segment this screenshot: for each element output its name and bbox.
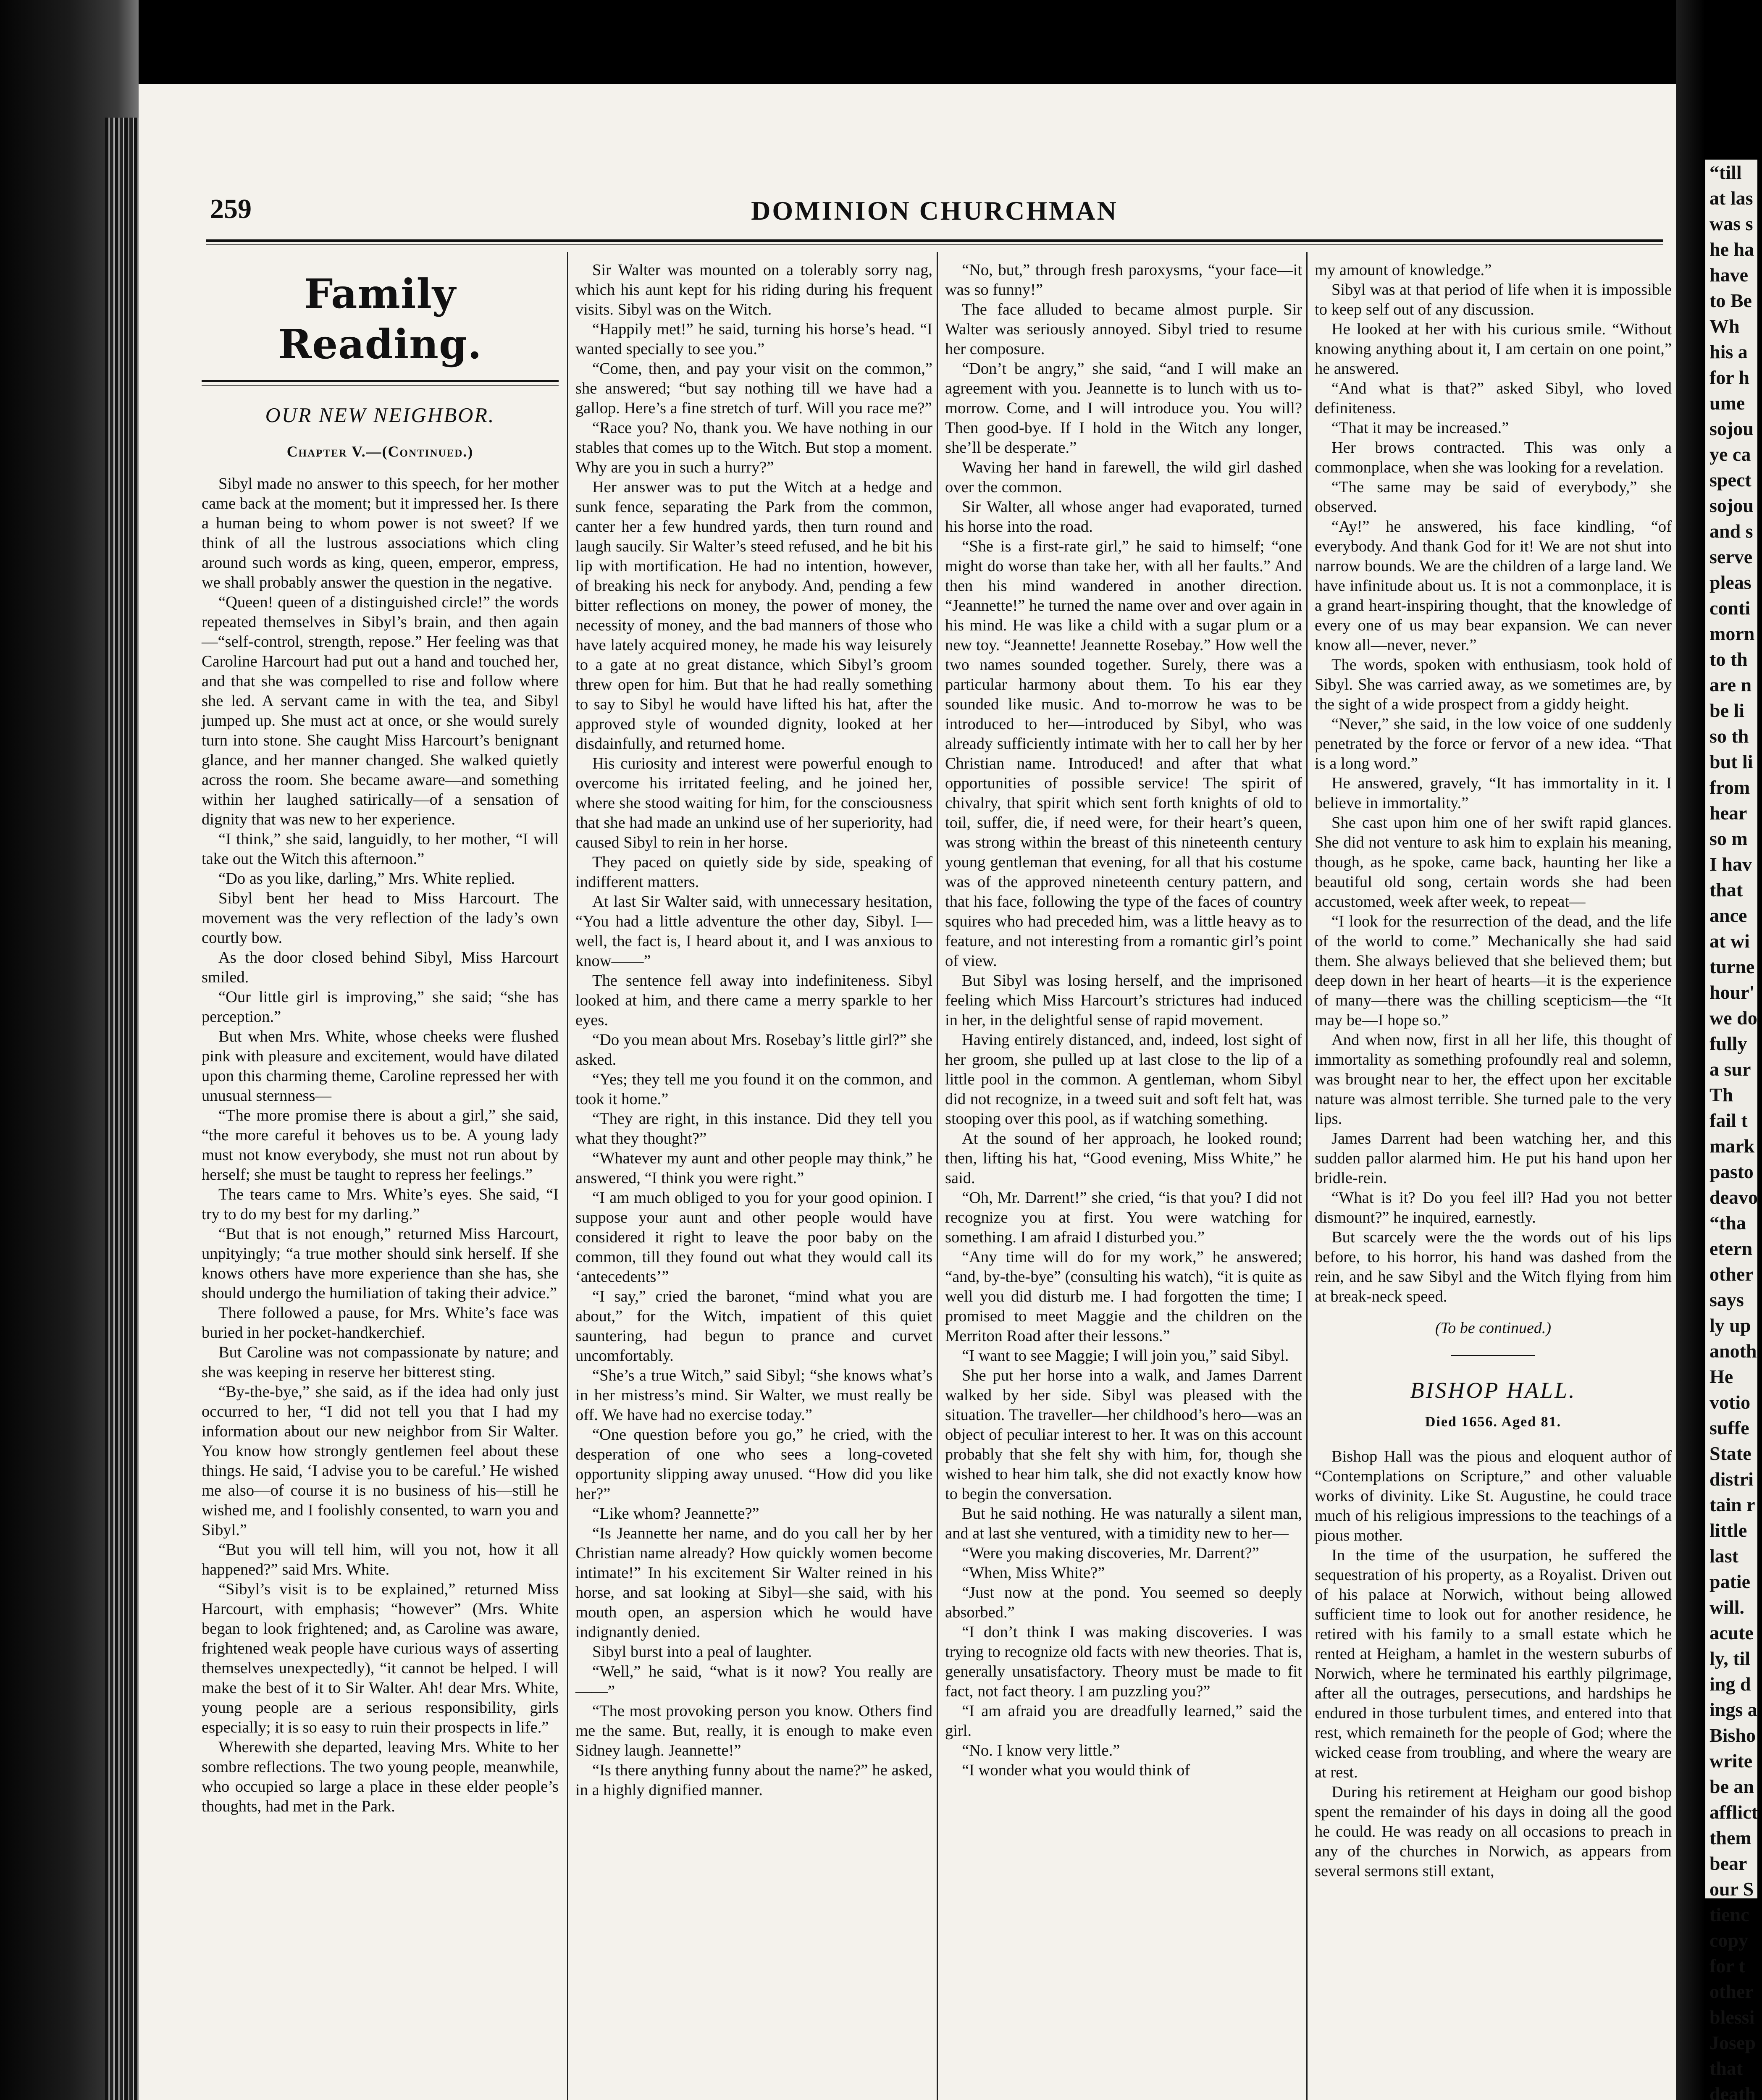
adjacent-text-fragment: ly up: [1709, 1315, 1751, 1336]
article-separator: [1451, 1355, 1535, 1356]
story-paragraph: “Our little girl is improving,” she said; “she has perception.”: [202, 988, 559, 1026]
story-paragraph: The face alluded to became almost purple. Sir Walter was seriously annoyed. Sibyl tried to resume her composure.: [945, 301, 1302, 358]
journal-title: DOMINION CHURCHMAN: [751, 196, 1118, 226]
header-rule-thin: [206, 244, 1663, 245]
story-paragraph: Sibyl was at that period of life when it is impossible to keep self out of any discussion.: [1315, 281, 1672, 318]
story-paragraph: The words, spoken with enthusiasm, took hold of Sibyl. She was carried away, as we sometimes are, by the sight of a wide prospect from a giddy height.: [1315, 656, 1672, 713]
story-paragraph: There followed a pause, for Mrs. White’s face was buried in her pocket-handkerchief.: [202, 1304, 559, 1341]
story-paragraph: “Sibyl’s visit is to be explained,” returned Miss Harcourt, with emphasis; “however” (Mrs. White began to look frightened; and, as Caroline was aware, frightened weak people have curious ways of asserting themselves unexpectedly), “it cannot be helped. I will make the best of it to Sir Walter. Ah! dear Mrs. White, young people are a serious responsibility, girls especially; it is so easy to ruin their prospects in life.”: [202, 1580, 559, 1736]
adjacent-text-fragment: spect: [1709, 469, 1751, 491]
story-paragraph: But Caroline was not compassionate by nature; and she was keeping in reserve her bitterest sting.: [202, 1344, 559, 1381]
adjacent-text-fragment: tienc: [1709, 1904, 1749, 1925]
adjacent-text-fragment: serve: [1709, 546, 1753, 567]
story-paragraph: Sibyl burst into a peal of laughter.: [592, 1643, 812, 1661]
adjacent-text-fragment: be li: [1709, 700, 1745, 721]
adjacent-text-fragment: Bisho: [1709, 1725, 1756, 1746]
adjacent-text-fragment: death: [1709, 2083, 1756, 2100]
story-paragraph: “The most provoking person you know. Others find me the same. But, really, it is enough to make even Sidney laugh. Jeannette!”: [575, 1702, 932, 1759]
adjacent-text-fragment: have: [1709, 264, 1748, 286]
adjacent-text-fragment: that: [1709, 879, 1743, 900]
adjacent-text-fragment: I hav: [1709, 853, 1752, 875]
story-paragraph: At the sound of her approach, he looked round; then, lifting his hat, “Good evening, Miss White,” he said.: [945, 1130, 1302, 1187]
adjacent-text-fragment: anoth: [1709, 1340, 1757, 1362]
story-paragraph: As the door closed behind Sibyl, Miss Harcourt smiled.: [202, 949, 559, 986]
adjacent-text-fragment: at las: [1709, 187, 1753, 209]
story-column-3: [945, 260, 1302, 1780]
bio-title: BISHOP HALL.: [1410, 1378, 1576, 1403]
adjacent-text-fragment: but li: [1709, 751, 1753, 772]
adjacent-text-fragment: other: [1709, 1981, 1754, 2002]
story-paragraph: She put her horse into a walk, and James Darrent walked by her side. Sibyl was pleased with the situation. The traveller—her childhood’s hero—was an object of peculiar interest to her. It was on this account probably that she felt shy with him, for, though she wished to hear him talk, she did not exactly know how to begin the conversation.: [945, 1367, 1302, 1503]
story-paragraph: “I say,” cried the baronet, “mind what you are about,” for the Witch, impatient of this quiet sauntering, had begun to prance and curvet uncomfortably.: [575, 1288, 932, 1365]
story-paragraph: “Come, then, and pay your visit on the common,” she answered; “but say nothing till we have had a gallop. Here’s a fine stretch of turf. Will you race me?”: [575, 360, 932, 417]
story-paragraph: “No, but,” through fresh paroxysms, “your face—it was so funny!”: [945, 261, 1302, 299]
adjacent-text-fragment: afflict: [1709, 1801, 1758, 1823]
story-paragraph: “I don’t think I was making discoveries. I was trying to recognize old facts with new theories. That is, generally unsatisfactory. Theory must be made to fit fact, not fact theory. I am puzzling you?”: [945, 1623, 1302, 1700]
story-paragraph: “I wonder what you would think of: [962, 1761, 1190, 1779]
story-paragraph: Sibyl made no answer to this speech, for her mother came back at the moment; but it impressed her. Is there a human being to whom power is not sweet? If we think of all the lustrous associations which cling around such words as king, queen, emperor, empress, we shall probably answer the question in the negative.: [202, 475, 559, 591]
adjacent-text-fragment: copy: [1709, 1929, 1748, 1951]
story-paragraph: At last Sir Walter said, with unnecessary hesitation, “You had a little adventure the other day, Sibyl. I—well, the fact is, I heard about it, and I was anxious to know——”: [575, 893, 932, 970]
newspaper-page: [139, 84, 1676, 2100]
story-paragraph: “I look for the resurrection of the dead, and the life of the world to come.” Mechanically she had said them. She always believed that she believed them; but deep down in her heart of hearts—it is the experience of many—there was the chilling scepticism—the “It may be—I hope so.”: [1315, 913, 1672, 1029]
story-paragraph: “She is a first-rate girl,” he said to himself; “one might do worse than take her, with all her faults.” And then his mind wandered in another direction. “Jeannette!” he turned the name over and over again in his mind. He was like a child with a sugar plum or a new toy. “Jeannette! Jeannette Rosebay.” How well the two names sounded together. Surely, there was a particular harmony about them. To his ear they sounded like music. And to-morrow he was to be introduced to her—introduced by Sibyl, who was already sufficiently intimate with her to call her by her Christian name. Introduced! and after that what opportunities of possible service! The spirit of chivalry, that spirit which sent forth knights of old to toil, suffer, die, if need were, for their heart’s queen, was strong within the breast of this nineteenth century young gentleman that evening, for all that his costume was of the approved nineteenth century pattern, and that his face, following the type of the faces of country squires who had preceded him, was a little heavy as to feature, and not interesting from a romantic girl’s point of view.: [945, 538, 1302, 970]
adjacent-text-fragment: hear: [1709, 802, 1747, 824]
story-paragraph: “Oh, Mr. Darrent!” she cried, “is that you? I did not recognize you at first. You were watching for something. I am afraid I disturbed you.”: [945, 1189, 1302, 1246]
adjacent-text-fragment: turne: [1709, 956, 1755, 977]
story-paragraph: “Were you making discoveries, Mr. Darrent?”: [962, 1544, 1259, 1562]
story-paragraph: The sentence fell away into indefiniteness. Sibyl looked at him, and there came a merry sparkle to her eyes.: [575, 972, 932, 1029]
story-title: OUR NEW NEIGHBOR.: [265, 403, 495, 427]
adjacent-text-fragment: tain r: [1709, 1494, 1755, 1515]
column-rule: [937, 252, 938, 2100]
story-paragraph: “Don’t be angry,” she said, “and I will make an agreement with you. Jeannette is to lunch with us to-morrow. Come, and I will introduce you. You will? Then good-bye. If I hold in the Witch any longer, she’ll be desperate.”: [945, 360, 1302, 457]
story-paragraph: “Well,” he said, “what is it now? You really are——”: [575, 1663, 932, 1700]
continued-note: (To be continued.): [1435, 1319, 1552, 1337]
adjacent-text-fragment: last: [1709, 1545, 1738, 1567]
story-column-4: [1315, 260, 1672, 1881]
adjacent-text-fragment: are n: [1709, 674, 1752, 696]
story-paragraph: “Queen! queen of a distinguished circle!” the words repeated themselves in Sibyl’s brain, and then again—“self-control, strength, repose.” Her feeling was that Caroline Harcourt had put out a hand and touched her, and that she was compelled to rise and follow where she led. A servant came in with the tea, and Sibyl jumped up. She must act at once, or she would surely turn into stone. She caught Miss Harcourt’s benignant glance, and her manner changed. She walked quietly across the room. She became aware—and something within her laughed satirically—of a sensation of dignity that was new to her experience.: [202, 593, 559, 828]
adjacent-text-fragment: morn: [1709, 623, 1755, 644]
adjacent-text-fragment: other: [1709, 1263, 1754, 1285]
bio-subtitle: Died 1656. Aged 81.: [1425, 1414, 1562, 1430]
story-paragraph: Having entirely distanced, and, indeed, lost sight of her groom, she pulled up at last close to the lip of a little pool in the common. A gentleman, whom Sibyl did not recognize, in a tweed suit and soft felt hat, was stooping over this pool, as if watching something.: [945, 1031, 1302, 1128]
adjacent-text-fragment: them: [1709, 1827, 1751, 1848]
adjacent-text-fragment: conti: [1709, 597, 1751, 619]
adjacent-text-fragment: his a: [1709, 341, 1748, 362]
story-paragraph: She cast upon him one of her swift rapid glances. She did not venture to ask him to explain his meaning, though, as he spoke, came back, haunting her like a beautiful old song, certain words she had been accustomed, week after week, to repeat—: [1315, 814, 1672, 911]
story-column-1: [202, 260, 559, 1816]
story-paragraph: “I am afraid you are dreadfully learned,” said the girl.: [945, 1702, 1302, 1740]
adjacent-text-fragment: Josep: [1709, 2032, 1756, 2053]
adjacent-text-fragment: blessi: [1709, 2006, 1755, 2028]
story-paragraph: “No. I know very little.”: [962, 1742, 1120, 1759]
adjacent-text-fragment: ance: [1709, 905, 1747, 926]
adjacent-text-fragment: be an: [1709, 1776, 1754, 1797]
adjacent-text-fragment: bear: [1709, 1853, 1747, 1874]
story-paragraph: “Race you? No, thank you. We have nothing in our stables that comes up to the Witch. But stop a moment. Why are you in such a hurry?”: [575, 419, 932, 476]
story-paragraph: “Do as you like, darling,” Mrs. White replied.: [218, 870, 515, 887]
adjacent-text-fragment: ye ca: [1709, 444, 1751, 465]
adjacent-text-fragment: for h: [1709, 367, 1749, 388]
adjacent-text-fragment: from: [1709, 777, 1750, 798]
adjacent-text-fragment: and s: [1709, 520, 1753, 542]
story-paragraph: But Sibyl was losing herself, and the imprisoned feeling which Miss Harcourt’s strictures had induced in her, in the delightful sense of rapid movement.: [945, 972, 1302, 1029]
adjacent-text-fragment: sojou: [1709, 418, 1754, 439]
story-paragraph: “Do you mean about Mrs. Rosebay’s little girl?” she asked.: [575, 1031, 932, 1068]
story-paragraph: Her answer was to put the Witch at a hedge and sunk fence, separating the Park from the common, canter her a few hundred yards, then turn round and laugh saucily. Sir Walter’s steed refused, and he bit his lip with mortification. He had no intention, however, of breaking his neck for anybody. And, pending a few bitter reflections on money, the power of money, the necessity of money, and the bad manners of those who have lately acquired money, he made his way leisurely to a gate at no great distance, which Sibyl’s groom threw open for him. But that he had really something to say to Sibyl he would have lifted his hat, after the approved style of wounded dignity, looked at her disdainfully, and returned home.: [575, 478, 932, 753]
adjacent-text-fragment: to th: [1709, 648, 1748, 670]
adjacent-text-fragment: “tha: [1709, 1212, 1746, 1234]
adjacent-text-fragment: fully: [1709, 1033, 1747, 1054]
story-paragraph: “I am much obliged to you for your good opinion. I suppose your aunt and other people would have considered it right to leave the poor baby on the common, till they found out what they would call its ‘antecedents’”: [575, 1189, 932, 1286]
adjacent-text-fragment: a sur: [1709, 1058, 1751, 1080]
adjacent-text-fragment: write: [1709, 1750, 1753, 1772]
story-paragraph: “Ay!” he answered, his face kindling, “of everybody. And thank God for it! We are not shut into narrow bounds. We are the children of a large land. We have infinitude about us. It is not a commonplace, it is a grand heart-inspiring thought, that the knowledge of every one of us may bear expansion. We can never know all—never, never.”: [1315, 518, 1672, 654]
page-header: [210, 181, 1659, 244]
story-paragraph: “Yes; they tell me you found it on the common, and took it home.”: [575, 1071, 932, 1108]
adjacent-text-fragment: at wi: [1709, 930, 1750, 952]
adjacent-text-fragment: so th: [1709, 725, 1749, 747]
story-paragraph: They paced on quietly side by side, speaking of indifferent matters.: [575, 853, 932, 891]
adjacent-text-fragment: sojou: [1709, 495, 1754, 516]
story-paragraph: “Any time will do for my work,” he answered; “and, by-the-bye” (consulting his watch), “it is quite as well you did disturb me. I had forgotten the time; I promised to meet Maggie and the children on the Merriton Road after their lessons.”: [945, 1248, 1302, 1345]
adjacent-text-fragment: patie: [1709, 1571, 1751, 1592]
adjacent-text-fragment: for t: [1709, 1955, 1745, 1977]
adjacent-text-fragment: deavo: [1709, 1186, 1758, 1208]
story-paragraph: “And what is that?” asked Sibyl, who loved definiteness.: [1315, 380, 1672, 417]
bio-paragraph: In the time of the usurpation, he suffered the sequestration of his property, as a Royalist. Driven out of his palace at Norwich, without being allowed sufficient time to look out for another residence, he retired with his family to a small estate which he rented at Heigham, a hamlet in the western suburbs of Norwich, where he terminated his earthly pilgrimage, after all the outrages, persecutions, and hardships he endured in those turbulent times, and entered into that rest, which remaineth for the people of God; where the wicked cease from troubling, and where the weary are at rest.: [1315, 1546, 1672, 1781]
adjacent-text-fragment: Th: [1709, 1084, 1733, 1105]
story-paragraph: But scarcely were the the words out of his lips before, to his horror, his hand was dashed from the rein, and he saw Sibyl and the Witch flying from him at break-neck speed.: [1315, 1228, 1672, 1305]
binding-edge: [105, 118, 143, 2100]
adjacent-text-fragment: pleas: [1709, 572, 1751, 593]
story-paragraph: “They are right, in this instance. Did they tell you what they thought?”: [575, 1110, 932, 1147]
story-paragraph: “Happily met!” he said, turning his horse’s head. “I wanted specially to see you.”: [575, 320, 932, 358]
story-paragraph: “Is Jeannette her name, and do you call her by her Christian name already? How quickly women become intimate!” In his excitement Sir Walter reined in his horse, and sat looking at Sibyl—she said, with his mouth open, an aspersion which he would have indignantly denied.: [575, 1525, 932, 1641]
story-paragraph: Sir Walter, all whose anger had evaporated, turned his horse into the road.: [945, 498, 1302, 536]
adjacent-text-fragment: we do: [1709, 1007, 1757, 1029]
story-paragraph: “Is there anything funny about the name?” he asked, in a highly dignified manner.: [575, 1761, 932, 1799]
story-paragraph: Wherewith she departed, leaving Mrs. White to her sombre reflections. The two young people, meanwhile, who occupied so large a place in these elder people’s thoughts, had met in the Park.: [202, 1738, 559, 1815]
page-gutter: [1676, 0, 1705, 2100]
story-paragraph: Waving her hand in farewell, the wild girl dashed over the common.: [945, 459, 1302, 496]
adjacent-text-fragment: ume: [1709, 392, 1745, 414]
story-paragraph: “But you will tell him, will you not, how it all happened?” said Mrs. White.: [202, 1541, 559, 1578]
adjacent-text-fragment: votio: [1709, 1391, 1751, 1413]
story-paragraph: “I want to see Maggie; I will join you,” said Sibyl.: [962, 1347, 1289, 1365]
adjacent-text-fragment: acute: [1709, 1622, 1754, 1643]
adjacent-text-fragment: He: [1709, 1366, 1733, 1387]
adjacent-text-fragment: so m: [1709, 828, 1748, 849]
column-rule: [1306, 252, 1308, 2100]
adjacent-text-fragment: distri: [1709, 1468, 1754, 1490]
story-paragraph: “One question before you go,” he cried, with the desperation of one who sees a long-coveted opportunity slipping away unused. “How did you like her?”: [575, 1426, 932, 1503]
header-rule: [206, 239, 1663, 242]
story-paragraph: “Whatever my aunt and other people may think,” he answered, “I think you were right.”: [575, 1150, 932, 1187]
story-paragraph: But he said nothing. He was naturally a silent man, and at last she ventured, with a timidity new to her—: [945, 1505, 1302, 1542]
chapter-heading: Chapter V.—(Continued.): [286, 443, 474, 460]
story-paragraph: Sir Walter was mounted on a tolerably sorry nag, which his aunt kept for his riding during his frequent visits. Sibyl was on the Witch.: [575, 261, 932, 318]
story-paragraph: my amount of knowledge.”: [1315, 261, 1492, 279]
story-paragraph: “Like whom? Jeannette?”: [592, 1505, 759, 1522]
adjacent-text-fragment: little: [1709, 1520, 1747, 1541]
adjacent-text-fragment: hour': [1709, 982, 1755, 1003]
adjacent-text-fragment: mark: [1709, 1135, 1755, 1157]
story-paragraph: “The more promise there is about a girl,” she said, “the more careful it behoves us to be. A young lady must not know everybody, she must not run about by herself; she must be taught to repress her feelings.”: [202, 1107, 559, 1184]
adjacent-text-fragment: etern: [1709, 1238, 1753, 1259]
story-paragraph: But when Mrs. White, whose cheeks were flushed pink with pleasure and excitement, would have dilated upon this charming theme, Caroline repressed her with unusual sternness—: [202, 1028, 559, 1105]
story-column-2: [575, 260, 932, 1800]
story-paragraph: “She’s a true Witch,” said Sibyl; “she knows what’s in her mistress’s mind. Sir Walter, we must really be off. We have had no exercise today.”: [575, 1367, 932, 1424]
story-paragraph: He looked at her with his curious smile. “Without knowing anything about it, I am certain on one point,” he answered.: [1315, 320, 1672, 378]
adjacent-text-fragment: says: [1709, 1289, 1744, 1310]
story-paragraph: “Never,” she said, in the low voice of one suddenly penetrated by the force or fervor of a new idea. “That is a long word.”: [1315, 715, 1672, 772]
story-paragraph: And when now, first in all her life, this thought of immortality as something profoundly real and solemn, was brought near to her, the effect upon her excitable nature was almost terrible. She turned pale to the very lips.: [1315, 1031, 1672, 1128]
adjacent-text-fragment: Wh: [1709, 315, 1740, 337]
adjacent-text-fragment: that: [1709, 2058, 1743, 2079]
adjacent-text-fragment: will.: [1709, 1596, 1745, 1618]
adjacent-text-fragment: pasto: [1709, 1161, 1754, 1182]
section-title: Family Reading.: [278, 270, 482, 368]
adjacent-text-fragment: was s: [1709, 213, 1753, 234]
column-rule: [567, 252, 568, 2100]
bio-paragraph: During his retirement at Heigham our good bishop spent the remainder of his days in doing all the good he could. He was ready on all occasions to preach in any of the churches in Norwich, as appears from several sermons still extant,: [1315, 1783, 1672, 1880]
story-paragraph: He answered, gravely, “It has immortality in it. I believe in immortality.”: [1315, 774, 1672, 812]
story-paragraph: The tears came to Mrs. White’s eyes. She said, “I try to do my best for my darling.”: [202, 1186, 559, 1223]
adjacent-text-fragment: suffe: [1709, 1417, 1749, 1438]
adjacent-text-fragment: he ha: [1709, 239, 1754, 260]
adjacent-text-fragment: ly, til: [1709, 1648, 1751, 1669]
story-paragraph: Sibyl bent her head to Miss Harcourt. The movement was the very reflection of the lady’s own courtly bow.: [202, 890, 559, 947]
adjacent-text-fragment: State: [1709, 1443, 1751, 1464]
story-paragraph: “Just now at the pond. You seemed so deeply absorbed.”: [945, 1584, 1302, 1621]
adjacent-text-fragment: ings a: [1709, 1699, 1757, 1720]
adjacent-text-fragment: ing d: [1709, 1673, 1751, 1695]
story-paragraph: “That it may be increased.”: [1331, 419, 1509, 437]
adjacent-page-edge: [1705, 160, 1758, 2100]
adjacent-text-fragment: “till: [1709, 162, 1742, 183]
adjacent-text-fragment: to Be: [1709, 290, 1752, 311]
story-paragraph: His curiosity and interest were powerful enough to overcome his irritated feeling, and he joined her, where she stood waiting for him, for the consciousness that she had made an unkind use of her superiority, had caused Sibyl to rein in her horse.: [575, 755, 932, 851]
story-paragraph: “The same may be said of everybody,” she observed.: [1315, 478, 1672, 516]
story-paragraph: “But that is not enough,” returned Miss Harcourt, unpityingly; “a true mother should sink herself. If she knows others have more experience than she has, she should undergo the humiliation of taking their advice.”: [202, 1225, 559, 1302]
page-number: 259: [210, 194, 252, 224]
adjacent-text-fragment: our S: [1709, 1878, 1754, 1900]
adjacent-text-fragment: fail t: [1709, 1110, 1748, 1131]
section-rule: [202, 380, 559, 386]
story-paragraph: “When, Miss White?”: [962, 1564, 1105, 1582]
story-paragraph: “What is it? Do you feel ill? Had you not better dismount?” he inquired, earnestly.: [1315, 1189, 1672, 1226]
story-paragraph: Her brows contracted. This was only a commonplace, when she was looking for a revelation.: [1315, 439, 1672, 476]
story-paragraph: James Darrent had been watching her, and this sudden pallor alarmed him. He put his hand upon her bridle-rein.: [1315, 1130, 1672, 1187]
story-paragraph: “By-the-bye,” she said, as if the idea had only just occurred to her, “I did not tell you that I had my information about our new neighbor from Sir Walter. You know how strongly gentlemen feel about these things. He said, ‘I advise you to be careful.’ He wished me also—of course it is no business of his—still he wished me, and I foolishly consented, to warn you and Sibyl.”: [202, 1383, 559, 1539]
story-paragraph: “I think,” she said, languidly, to her mother, “I will take out the Witch this afternoon.”: [202, 830, 559, 868]
bio-paragraph: Bishop Hall was the pious and eloquent author of “Contemplations on Scripture,” and other valuable works of divinity. Like St. Augustine, he could trace much of his religious impressions to the teachings of a pious mother.: [1315, 1448, 1672, 1544]
